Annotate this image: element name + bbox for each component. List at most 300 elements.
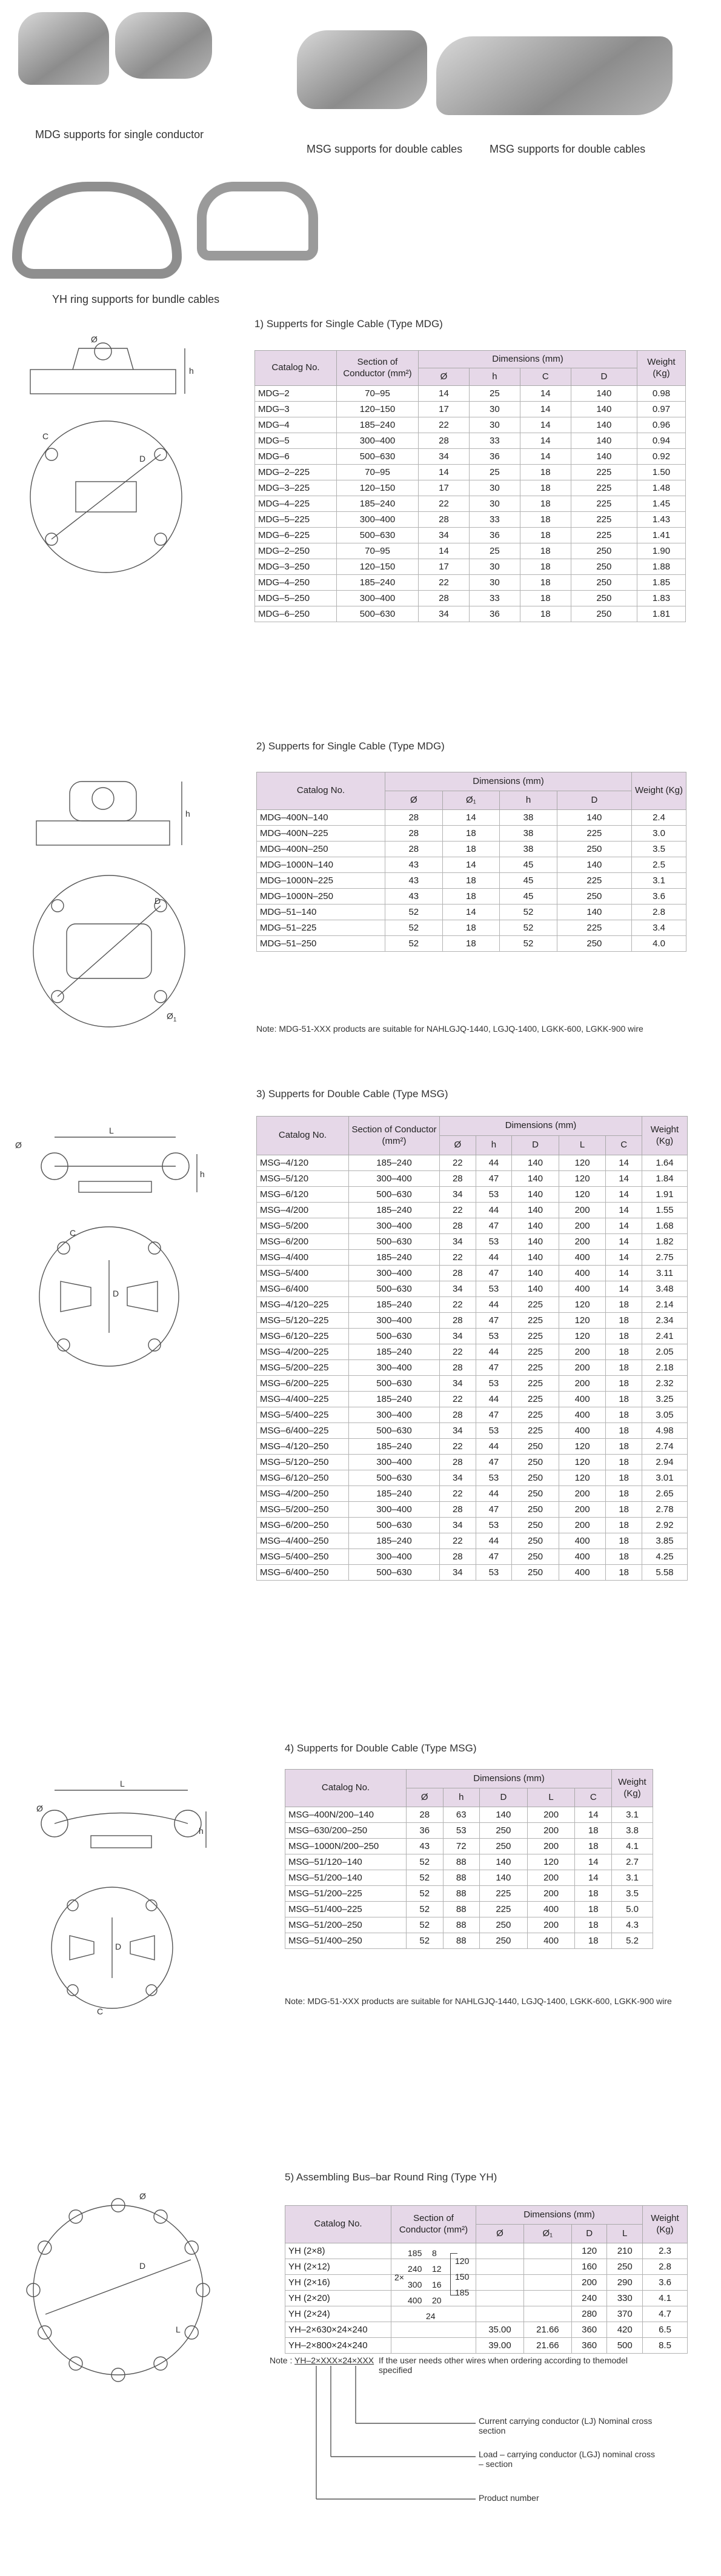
catalog-no: MSG–5/120–225	[257, 1313, 349, 1329]
table-row	[255, 543, 686, 559]
table-cell: 185–240	[337, 417, 419, 433]
table-row	[257, 1486, 688, 1502]
table-cell: 28	[440, 1313, 476, 1329]
table-cell: 500–630	[349, 1376, 440, 1392]
catalog-no: YH–2×630×24×240	[285, 2322, 391, 2338]
table-cell: 44	[476, 1486, 512, 1502]
table-cell: 44	[476, 1533, 512, 1549]
table-cell: 36	[469, 449, 520, 465]
table-cell	[391, 2338, 476, 2354]
catalog-no: MSG–6/400	[257, 1281, 349, 1297]
table-cell: 53	[476, 1470, 512, 1486]
table-cell: 2.5	[632, 857, 686, 873]
table-cell: 225	[512, 1407, 559, 1423]
hdr-catalog: Catalog No.	[257, 772, 385, 810]
table-cell: 14	[419, 386, 470, 402]
table-cell: 225	[512, 1360, 559, 1376]
table-cell: 18	[606, 1455, 642, 1470]
table-row	[255, 465, 686, 480]
table-cell: 5.2	[612, 1933, 653, 1949]
table-cell: 52	[500, 905, 557, 920]
table-row	[257, 857, 686, 873]
label-c: C	[97, 2007, 104, 2016]
table-cell: 70–95	[337, 386, 419, 402]
table-cell: 4.1	[612, 1839, 653, 1854]
table-cell: 500–630	[349, 1518, 440, 1533]
table-cell: 2.92	[642, 1518, 688, 1533]
hdr-dim-col: Ø₁	[523, 2225, 571, 2243]
table-row	[257, 920, 686, 936]
table-cell: 52	[407, 1917, 444, 1933]
table-cell: 200	[559, 1518, 606, 1533]
catalog-no: MSG–51/200–250	[285, 1917, 407, 1933]
table-cell: 38	[500, 842, 557, 857]
table-cell: 34	[440, 1187, 476, 1203]
table-cell: 18	[606, 1297, 642, 1313]
catalog-no: MSG–5/200–225	[257, 1360, 349, 1376]
table-cell: 250	[512, 1439, 559, 1455]
table-cell: 300–400	[349, 1218, 440, 1234]
table-cell: 1.88	[637, 559, 686, 575]
hdr-weight: Weight (Kg)	[632, 772, 686, 810]
table-row	[255, 591, 686, 606]
catalog-no: MSG–4/400–225	[257, 1392, 349, 1407]
hdr-catalog: Catalog No.	[285, 1770, 407, 1807]
table-cell: 2.18	[642, 1360, 688, 1376]
table-cell: 22	[440, 1392, 476, 1407]
table-row	[255, 480, 686, 496]
label-phi: Ø	[91, 334, 98, 344]
table-cell: 140	[512, 1281, 559, 1297]
table-row	[257, 1439, 688, 1455]
table-cell: 53	[443, 1823, 480, 1839]
table-cell: 47	[476, 1360, 512, 1376]
table-cell: 34	[440, 1518, 476, 1533]
table-row	[285, 2275, 688, 2291]
label-h: h	[189, 366, 194, 376]
table-cell: 500–630	[337, 528, 419, 543]
table-cell: 34	[440, 1329, 476, 1344]
table-cell: 1.50	[637, 465, 686, 480]
table-cell: 14	[520, 402, 571, 417]
table-cell: 28	[440, 1171, 476, 1187]
table-cell: 140	[557, 810, 631, 826]
catalog-no: MSG–4/120–225	[257, 1297, 349, 1313]
table-cell: 120	[559, 1155, 606, 1171]
table-cell: 200	[527, 1870, 575, 1886]
table-cell: 2.7	[612, 1854, 653, 1870]
table-cell: 21.66	[523, 2338, 571, 2354]
yh-conductor-value: 12	[432, 2264, 442, 2274]
table-cell: 18	[606, 1439, 642, 1455]
table-cell: 18	[520, 559, 571, 575]
table-cell: 250	[571, 575, 637, 591]
label-phi1: $Ø_1$	[167, 1011, 177, 1023]
table-cell: 140	[557, 857, 631, 873]
hdr-dim-col: h	[500, 791, 557, 810]
table-cell: 28	[440, 1549, 476, 1565]
table-cell: 18	[575, 1823, 612, 1839]
table-cell: 250	[480, 1933, 528, 1949]
table-row	[285, 1933, 653, 1949]
table-row	[257, 1234, 688, 1250]
table-cell: 22	[440, 1155, 476, 1171]
table-cell: 250	[512, 1502, 559, 1518]
table-cell: 18	[606, 1470, 642, 1486]
table-row	[257, 936, 686, 952]
table-cell: 2.8	[643, 2259, 688, 2275]
label-d: D	[113, 1289, 119, 1298]
table-cell	[391, 2322, 476, 2338]
table-cell: 185–240	[337, 575, 419, 591]
table-cell: 22	[419, 496, 470, 512]
table-cell: 4.1	[643, 2291, 688, 2306]
catalog-no: MSG–6/200	[257, 1234, 349, 1250]
table-cell: 250	[607, 2259, 643, 2275]
catalog-no: MDG–3	[255, 402, 337, 417]
table-cell: 47	[476, 1455, 512, 1470]
table-cell: 18	[575, 1902, 612, 1917]
table-cell: 38	[500, 826, 557, 842]
table-cell	[476, 2291, 524, 2306]
table-cell: 17	[419, 559, 470, 575]
hdr-dimensions: Dimensions (mm)	[385, 772, 632, 791]
table-cell: 1.43	[637, 512, 686, 528]
table-cell: 14	[520, 433, 571, 449]
table-row	[257, 1281, 688, 1297]
yh-note-remark: If the user needs other wires when ordering according to themodel specified	[379, 2355, 628, 2375]
table-cell: 5.58	[642, 1565, 688, 1581]
table-row	[257, 1297, 688, 1313]
table-cell: 52	[407, 1870, 444, 1886]
yh-note-code: YH–2×XXX×24×XXX	[294, 2355, 374, 2365]
table-cell: 200	[559, 1344, 606, 1360]
table-row	[255, 512, 686, 528]
table-cell: 17	[419, 402, 470, 417]
table-cell: 22	[440, 1297, 476, 1313]
table-cell: 25	[469, 386, 520, 402]
table-cell: 22	[440, 1533, 476, 1549]
table-cell: 70–95	[337, 543, 419, 559]
table-cell: 52	[385, 905, 443, 920]
table-cell: 185–240	[349, 1203, 440, 1218]
table-cell: 53	[476, 1187, 512, 1203]
table-cell: 18	[520, 496, 571, 512]
table-cell: 120	[527, 1854, 575, 1870]
table-cell: 250	[512, 1455, 559, 1470]
table-cell: 3.4	[632, 920, 686, 936]
label-phi: Ø	[15, 1140, 22, 1150]
catalog-no: MSG–4/200–225	[257, 1344, 349, 1360]
table-cell: 250	[512, 1518, 559, 1533]
catalog-no: MSG–5/400–250	[257, 1549, 349, 1565]
mdg-n-top-diagram	[24, 860, 200, 1042]
table-cell: 25	[469, 465, 520, 480]
msg-n-side-diagram	[18, 1778, 212, 1857]
hdr-dimensions: Dimensions (mm)	[407, 1770, 612, 1788]
table-cell: 88	[443, 1902, 480, 1917]
catalog-no: MSG–6/400–225	[257, 1423, 349, 1439]
table-cell: 43	[407, 1839, 444, 1854]
section1-table	[254, 350, 686, 622]
hdr-weight: Weight (Kg)	[643, 2206, 688, 2243]
table-cell: 140	[512, 1234, 559, 1250]
yh-ring-diagram	[18, 2193, 218, 2387]
catalog-no: MDG–5	[255, 433, 337, 449]
table-cell: 225	[571, 465, 637, 480]
table-cell: 0.97	[637, 402, 686, 417]
table-cell: 3.11	[642, 1266, 688, 1281]
hdr-dim-col: Ø	[440, 1136, 476, 1155]
catalog-no: MSG–6/120–250	[257, 1470, 349, 1486]
catalog-no: MSG–51/200–140	[285, 1870, 407, 1886]
table-cell: 44	[476, 1250, 512, 1266]
table-cell: 18	[606, 1329, 642, 1344]
table-cell: 14	[442, 810, 500, 826]
hdr-conductor: Section of Conductor (mm²)	[349, 1117, 440, 1155]
table-cell: 43	[385, 857, 443, 873]
table-cell: 52	[407, 1902, 444, 1917]
table-cell: 1.68	[642, 1218, 688, 1234]
table-cell: 33	[469, 512, 520, 528]
yh-conductor-value: 300	[408, 2280, 422, 2289]
msg-top-diagram	[24, 1218, 200, 1375]
table-cell: 22	[419, 417, 470, 433]
table-cell: 18	[442, 842, 500, 857]
table-cell: 200	[559, 1376, 606, 1392]
table-cell: 3.6	[632, 889, 686, 905]
catalog-no: MDG–4–225	[255, 496, 337, 512]
hdr-dim-col: Ø	[476, 2225, 524, 2243]
table-row	[257, 842, 686, 857]
catalog-no: MDG–2–225	[255, 465, 337, 480]
catalog-no: MSG–4/200–250	[257, 1486, 349, 1502]
table-cell: 45	[500, 889, 557, 905]
table-row	[257, 1171, 688, 1187]
caption-mdg-single: MDG supports for single conductor	[35, 128, 204, 141]
table-cell: 200	[527, 1823, 575, 1839]
table-cell: 30	[469, 480, 520, 496]
catalog-no: MSG–6/120	[257, 1187, 349, 1203]
yh-conductor-value: 8	[432, 2248, 437, 2258]
table-cell: 1.64	[642, 1155, 688, 1171]
table-cell	[523, 2243, 571, 2259]
catalog-no: MDG–4	[255, 417, 337, 433]
table-cell	[523, 2275, 571, 2291]
mdg-n-side-diagram	[24, 769, 200, 854]
table-cell: 34	[440, 1565, 476, 1581]
table-cell: 53	[476, 1565, 512, 1581]
table-row	[257, 1344, 688, 1360]
table-cell: 3.0	[632, 826, 686, 842]
hdr-conductor: Section of Conductor (mm²)	[337, 351, 419, 386]
table-cell: 3.25	[642, 1392, 688, 1407]
table-cell: 14	[606, 1218, 642, 1234]
hdr-dim-col: h	[443, 1788, 480, 1807]
table-cell: 3.48	[642, 1281, 688, 1297]
table-cell: 5.0	[612, 1902, 653, 1917]
table-cell: 120	[559, 1439, 606, 1455]
catalog-no: MDG–1000N–225	[257, 873, 385, 889]
table-cell: 250	[557, 842, 631, 857]
table-cell: 120	[571, 2243, 607, 2259]
table-cell: 88	[443, 1886, 480, 1902]
table-cell: 200	[559, 1486, 606, 1502]
table-row	[257, 1565, 688, 1581]
table-cell: 53	[476, 1234, 512, 1250]
table-cell: 400	[559, 1266, 606, 1281]
catalog-no: MDG–51–140	[257, 905, 385, 920]
yh-conductor-value: 120	[455, 2256, 470, 2266]
table-cell: 185–240	[349, 1392, 440, 1407]
table-cell: 400	[559, 1565, 606, 1581]
hdr-dim-col: h	[469, 368, 520, 386]
table-cell: 420	[607, 2322, 643, 2338]
table-cell: 240	[571, 2291, 607, 2306]
table-cell: 34	[440, 1281, 476, 1297]
table-cell: 400	[559, 1392, 606, 1407]
table-cell: 250	[480, 1839, 528, 1854]
table-cell: 300–400	[337, 512, 419, 528]
table-cell: 28	[407, 1807, 444, 1823]
table-cell: 14	[606, 1281, 642, 1297]
mdg-top-diagram	[18, 412, 194, 582]
table-cell: 30	[469, 417, 520, 433]
table-cell: 30	[469, 575, 520, 591]
catalog-no: MSG–4/200	[257, 1203, 349, 1218]
table-cell: 300–400	[349, 1407, 440, 1423]
yh-photo-2	[197, 182, 318, 261]
table-cell: 18	[606, 1549, 642, 1565]
table-cell: 44	[476, 1297, 512, 1313]
table-cell: 0.96	[637, 417, 686, 433]
table-cell: 14	[442, 857, 500, 873]
table-cell: 34	[419, 528, 470, 543]
catalog-no: MSG–6/400–250	[257, 1565, 349, 1581]
table-cell: 250	[480, 1917, 528, 1933]
table-row	[285, 1854, 653, 1870]
section5-title: 5) Assembling Bus–bar Round Ring (Type YH)	[285, 2171, 497, 2183]
table-cell: 53	[476, 1518, 512, 1533]
catalog-no: MSG–4/120	[257, 1155, 349, 1171]
label-d: D	[115, 1942, 122, 1951]
table-cell: 120	[559, 1455, 606, 1470]
catalog-no: MSG–51/400–225	[285, 1902, 407, 1917]
table-cell: 18	[520, 591, 571, 606]
hdr-dim-col: C	[575, 1788, 612, 1807]
table-cell: 200	[527, 1839, 575, 1854]
table-cell: 2.8	[632, 905, 686, 920]
table-cell: 47	[476, 1218, 512, 1234]
catalog-no: MSG–5/200	[257, 1218, 349, 1234]
table-cell: 18	[575, 1933, 612, 1949]
table-cell: 18	[575, 1886, 612, 1902]
table-cell: 250	[480, 1823, 528, 1839]
table-cell: 1.85	[637, 575, 686, 591]
table-row	[285, 2291, 688, 2306]
table-cell: 14	[575, 1807, 612, 1823]
table-cell: 500–630	[349, 1234, 440, 1250]
table-row	[257, 826, 686, 842]
table-row	[257, 1518, 688, 1533]
table-cell: 53	[476, 1281, 512, 1297]
catalog-no: MSG–4/400	[257, 1250, 349, 1266]
table-row	[255, 402, 686, 417]
hdr-catalog: Catalog No.	[257, 1117, 349, 1155]
table-cell: 30	[469, 559, 520, 575]
msg-photo-2	[436, 36, 673, 115]
table-cell: 400	[559, 1423, 606, 1439]
table-cell	[476, 2259, 524, 2275]
catalog-no: MDG–6	[255, 449, 337, 465]
table-cell: 300–400	[349, 1266, 440, 1281]
table-cell: 44	[476, 1392, 512, 1407]
table-cell: 225	[480, 1902, 528, 1917]
table-cell: 300–400	[337, 591, 419, 606]
table-cell: 14	[520, 386, 571, 402]
table-cell: 400	[527, 1902, 575, 1917]
table-cell: 14	[606, 1266, 642, 1281]
table-cell: 30	[469, 402, 520, 417]
table-row	[285, 1886, 653, 1902]
table-cell: 44	[476, 1344, 512, 1360]
section2-note: Note: MDG-51-XXX products are suitable for NAHLGJQ-1440, LGJQ-1400, LGKK-600, LGKK-900 wire	[256, 1024, 643, 1034]
table-row	[285, 2338, 688, 2354]
table-cell: 25	[469, 543, 520, 559]
table-cell: 250	[557, 936, 631, 952]
table-cell: 2.05	[642, 1344, 688, 1360]
table-cell: 1.90	[637, 543, 686, 559]
table-cell: 47	[476, 1502, 512, 1518]
catalog-no: MDG–2	[255, 386, 337, 402]
table-cell: 2.4	[632, 810, 686, 826]
section4-note: Note: MDG-51-XXX products are suitable for NAHLGJQ-1440, LGJQ-1400, LGKK-600, LGKK-900 wire	[285, 1996, 672, 2006]
table-cell: 18	[606, 1376, 642, 1392]
table-cell: 210	[607, 2243, 643, 2259]
table-row	[257, 1360, 688, 1376]
table-cell: 120	[559, 1297, 606, 1313]
table-row	[257, 1187, 688, 1203]
table-cell: 18	[606, 1313, 642, 1329]
catalog-no: MSG–5/120–250	[257, 1455, 349, 1470]
catalog-no: MDG–4–250	[255, 575, 337, 591]
table-cell: 63	[443, 1807, 480, 1823]
table-cell: 14	[575, 1854, 612, 1870]
catalog-no: MSG–6/200–225	[257, 1376, 349, 1392]
mdg-photo-2	[115, 12, 212, 79]
table-cell: 18	[606, 1518, 642, 1533]
table-cell: 225	[571, 480, 637, 496]
table-cell: 0.92	[637, 449, 686, 465]
table-cell: 47	[476, 1407, 512, 1423]
table-cell: 22	[440, 1203, 476, 1218]
msg-side-diagram	[12, 1124, 206, 1197]
table-cell: 3.1	[612, 1807, 653, 1823]
catalog-no: YH (2×12)	[285, 2259, 391, 2275]
table-cell: 53	[476, 1423, 512, 1439]
yh-legend-3: Product number	[479, 2493, 539, 2503]
table-cell: 52	[407, 1854, 444, 1870]
table-cell: 28	[385, 810, 443, 826]
table-cell: 140	[512, 1218, 559, 1234]
caption-msg-double-2: MSG supports for double cables	[490, 143, 646, 155]
label-phi: Ø	[139, 2191, 146, 2201]
table-cell: 14	[442, 905, 500, 920]
table-cell: 1.81	[637, 606, 686, 622]
table-cell: 120–150	[337, 480, 419, 496]
label-d: D	[139, 2261, 146, 2271]
table-cell: 18	[575, 1917, 612, 1933]
